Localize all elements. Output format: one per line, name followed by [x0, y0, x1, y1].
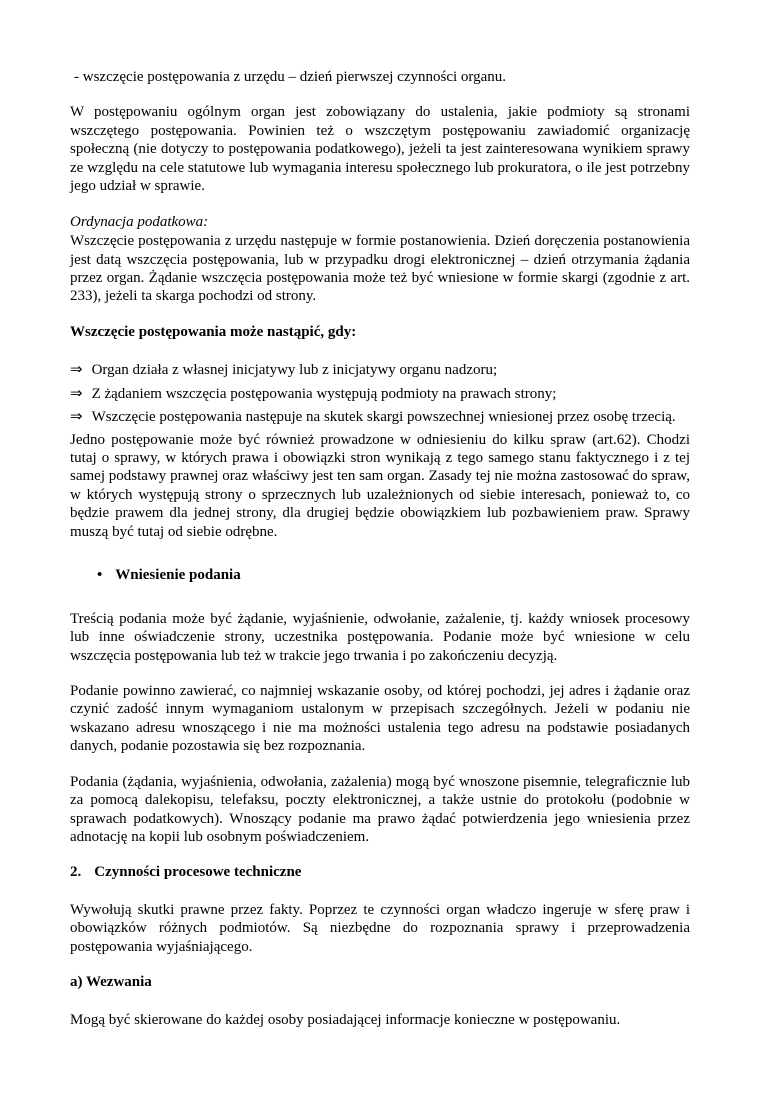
arrow-item-text: Organ działa z własnej inicjatywy lub z inicjatywy organu nadzoru;: [91, 362, 498, 379]
heading-summons: a) Wezwania: [70, 974, 152, 991]
heading-technical-procedural-acts: [70, 863, 690, 881]
arrow-item-text: Wszczęcie postępowania następuje na skutek skargi powszechnej wniesionej przez osobę trzecią.: [91, 409, 676, 426]
bullet-icon: •: [97, 567, 103, 584]
arrow-list: [70, 360, 690, 426]
double-arrow-icon: ⇒: [70, 407, 83, 426]
paragraph-tax-ordinance: Wszczęcie postępowania z urzędu następuje w formie postanowienia. Dzień doręczenia postanowienia jest datą wszczęcia postępowania, lub w przypadku drogi elektronicznej – dzień otrzymania żądania przez organ. Żądanie wszczęcia postępowania może też być wniesione w formie skargi (zgodnie z art. 233), jeżeli ta skarga pochodzi od strony.: [70, 233, 690, 305]
heading-tax-ordinance: Ordynacja podatkowa:: [70, 213, 209, 230]
arrow-list-item: [70, 407, 690, 426]
bullet-heading-text: Wniesienie podania: [115, 567, 241, 584]
heading-filing-application: [97, 566, 690, 584]
paragraph-legal-effects: Wywołują skutki prawne przez fakty. Poprzez te czynności organ władczo ingeruje w sferę praw i obowiązków różnych podmiotów. Są niezbędne do rozpoznania sprawy i przeprowadzenia postępowania wyjaśniającego.: [70, 901, 690, 955]
arrow-list-item: [70, 360, 690, 379]
double-arrow-icon: ⇒: [70, 360, 83, 379]
paragraph-general-proceedings: W postępowaniu ogólnym organ jest zobowiązany do ustalenia, jakie podmioty są stronami wszczętego postępowania. Powinien też o wszczętym postępowaniu zawiadomić organizację społeczną (nie dotyczy to postępowania podatkowego), jeżeli ta jest zainteresowana wynikiem sprawy ze względu na cele statutowe lub wymagania interesu społecznego lub prokuratora, o ile jest potrzebny jego udział w sprawie.: [70, 104, 690, 195]
paragraph-application-forms: Podania (żądania, wyjaśnienia, odwołania, zażalenia) mogą być wnoszone pisemnie, telegraficznie lub za pomocą dalekopisu, telefaksu, poczty elektronicznej, a także ustnie do protokołu (podobnie w sprawach podatkowych). Wnoszący podanie ma prawo żądać potwierdzenia jego wniesienia przez adnotację na kopii lub osobnym poświadczeniem.: [70, 773, 690, 845]
paragraph-multiple-cases: Jedno postępowanie może być również prowadzone w odniesieniu do kilku spraw (art.62). Chodzi tutaj o sprawy, w których prawa i obowiązki stron wynikają z tego samego stanu faktycznego i z tej samej podstawy prawnej oraz właściwy jest ten sam organ. Zasady tej nie można zastosować do spraw, w których występują strony o sprzecznych lub uzależnionych od siebie interesach, ponieważ to, co będzie prawem dla jednej strony, dla drugiej będzie obowiązkiem lub pozbawieniem praw. Sprawy muszą być tutaj od siebie odrębne.: [70, 431, 690, 540]
paragraph-summons-scope: Mogą być skierowane do każdej osoby posiadającej informacje konieczne w postępowaniu.: [70, 1011, 621, 1028]
heading-initiation-conditions: Wszczęcie postępowania może nastąpić, gdy:: [70, 323, 357, 340]
paragraph-application-requirements: Podanie powinno zawierać, co najmniej wskazanie osoby, od której pochodzi, jej adres i żądanie oraz czynić zadość innym wymaganiom ustalonym w przepisach szczegółnych. Jeżeli w podaniu nie wskazano adresu wnoszącego i nie ma możności ustalenia tego adresu na podstawie posiadanych danych, podanie pozostawia się bez rozpoznania.: [70, 682, 690, 755]
heading-number: 2.: [70, 864, 82, 881]
double-arrow-icon: ⇒: [70, 383, 83, 402]
paragraph-application-content: Treścią podania może być żądanie, wyjaśnienie, odwołanie, zażalenie, tj. każdy wniosek procesowy lub inne oświadczenie strony, uczestnika postępowania. Podanie może być wniesione w celu wszczęcia postępowania lub też w trakcie jego trwania i po zakończeniu decyzją.: [70, 610, 690, 664]
arrow-list-item: [70, 384, 690, 403]
intro-dash-line: - wszczęcie postępowania z urzędu – dzień pierwszej czynności organu.: [74, 69, 507, 85]
heading-technical-text: Czynności procesowe techniczne: [94, 864, 302, 881]
arrow-item-text: Z żądaniem wszczęcia postępowania występują podmioty na prawach strony;: [91, 385, 557, 402]
